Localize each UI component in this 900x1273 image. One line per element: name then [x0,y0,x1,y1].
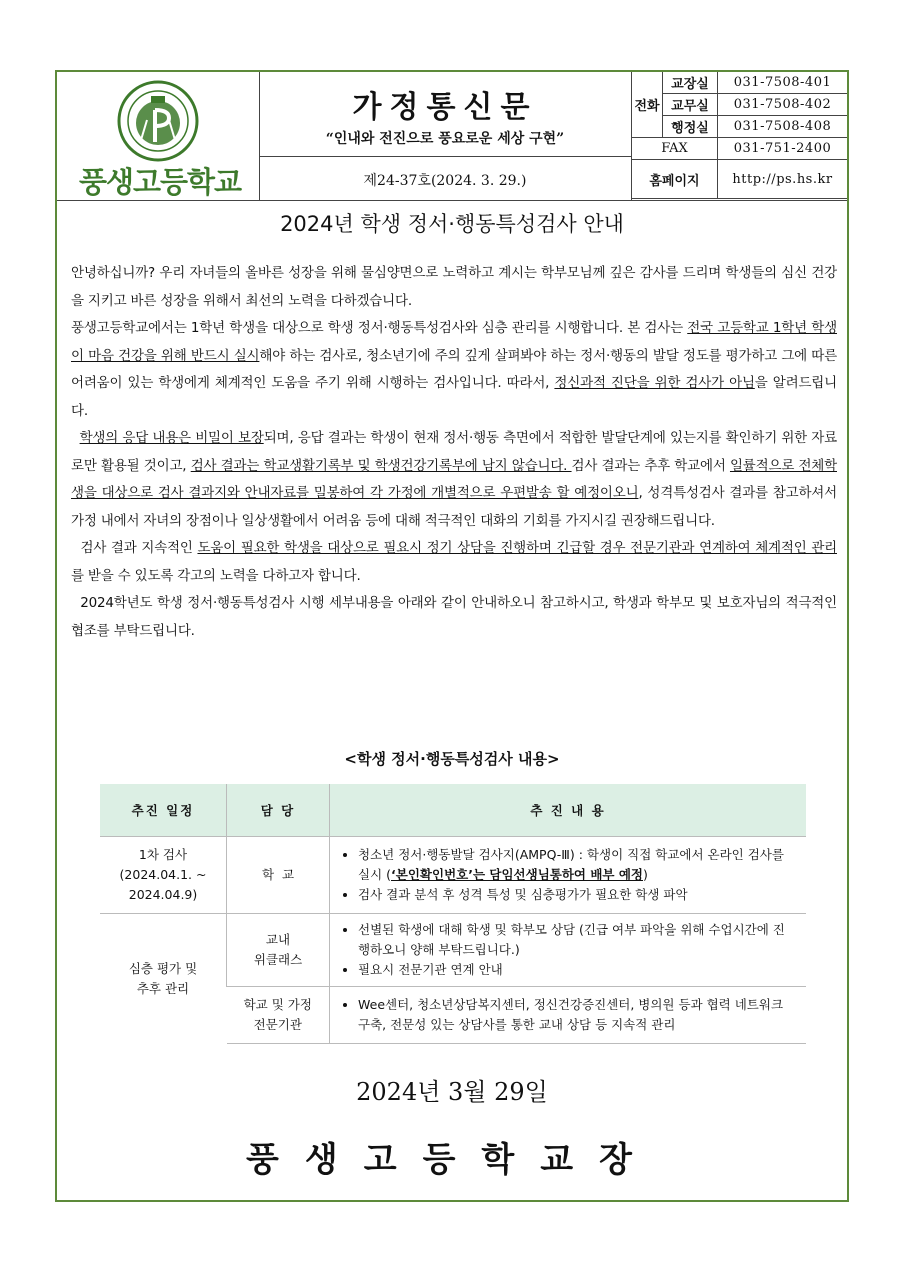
contact-value: 031-7508-401 [718,72,848,94]
phone-label: 전화 [632,72,663,138]
fax-label: FAX [632,138,718,160]
text: 해야 하는 검사로, 청소년기에 주의 깊게 살펴봐야 하는 정서·행동의 발달 정도를 평가하고 그에 따른 어려움이 있는 학생에게 체계적인 도움을 주기 위해 시행하는 검사입니다. 따라서, [71,347,837,391]
cell-text: 추후 관리 [136,980,190,996]
paragraph [71,315,837,425]
cell-text: 심층 평가 및 [128,960,198,976]
text: ) [643,867,648,882]
underlined-text: 전국 고등학교 1학년 학생이 마음 건강을 위해 반드시 실시 [71,320,837,364]
letter-body [71,260,842,645]
text: 되며, 응답 결과는 학생이 현재 정서·행동 측면에서 적합한 발달단계에 있는지를 확인하기 위한 자료로만 활용될 것이고, [71,430,837,474]
list-item: • 검사 결과 분석 후 성격 특성 및 심층평가가 필요한 학생 파악 [358,885,796,905]
cell-text: 학교 및 가정 [243,997,312,1012]
school-emblem-icon [117,80,199,162]
text: 검사 결과는 추후 학교에서 [571,457,730,474]
school-name-logo: 풍생고등학교 [78,165,242,199]
homepage-link[interactable]: http://ps.hs.kr [718,160,848,199]
list-item: • 필요시 전문기관 연계 안내 [358,960,796,980]
contact-info [631,72,847,200]
indent [71,430,80,446]
contact-label: 행정실 [663,116,718,138]
list-item: • 선별된 학생에 대해 학생 및 학부모 상담 (긴급 여부 파악을 위해 수업시간에 진행하오니 양해 부탁드립니다.) [358,920,796,960]
table-row [100,837,806,914]
underlined-text: 일률적으로 전체학생을 대상으로 검사 결과지와 안내자료를 밀봉하여 각 가정에 개별적으로 우편발송 할 예정이오니 [71,457,837,501]
paragraph [71,425,837,535]
underlined-text: 정신과적 진단을 위한 검사가 아님 [554,375,755,391]
fax-value: 031-751-2400 [718,138,848,160]
cell-text: (2024.04.1. ~ [119,867,207,882]
text: , 성격특성검사 결과를 참고하셔서 가정 내에서 자녀의 장점이나 일상생활에서 어려움 등에 대해 적극적인 대화의 기회를 가지시길 권장해드립니다. [71,485,837,529]
column-header: 담 당 [227,784,330,837]
cell-text: 전문기관 [253,1017,302,1032]
schedule-cell [100,837,227,914]
column-header: 추 진 내 용 [330,784,807,837]
list-item [358,845,796,885]
section-title: <학생 정서·행동특성검사 내용> [344,750,560,768]
principal-signature: 풍생고등학교장 [246,1140,658,1180]
cell-text: 교내 [265,932,291,947]
page-title: 2024년 학생 정서·행동특성검사 안내 [280,212,624,236]
text: 풍생고등학교에서는 1학년 학생을 대상으로 학생 정서·행동특성검사와 심층 관리를 시행합니다. 본 검사는 [71,320,688,336]
contact-label: 교무실 [663,94,718,116]
paragraph [71,535,837,590]
school-motto: “인내와 전진으로 풍요로운 세상 구현” [325,131,565,147]
schedule-table [100,784,806,1044]
document-title: 가정통신문 [352,90,538,125]
content-cell [330,987,807,1044]
contact-value: 031-7508-402 [718,94,848,116]
text: 을 알려드립니다. [71,375,837,419]
cell-text: 1차 검사 [138,847,188,862]
contact-value: 031-7508-408 [718,116,848,138]
cell-text: 2024.04.9) [128,887,198,902]
content-cell [330,837,807,914]
title-area [259,72,632,200]
underlined-text: ‘본인확인번호’는 담임선생님통하여 배부 예정 [391,867,643,882]
cell-text: 위클래스 [253,952,303,967]
text: 검사 결과 지속적인 [71,540,198,556]
table-header-row [100,784,806,837]
list-item: • Wee센터, 청소년상담복지센터, 정신건강증진센터, 병의원 등과 협력 네트워크 구축, 전문성 있는 상담사를 통한 교내 상담 등 지속적 관리 [358,995,796,1035]
divider [259,156,631,157]
owner-cell: 학 교 [227,837,330,914]
homepage-label: 홈페이지 [632,160,718,199]
underlined-text: 학생의 응답 내용은 비밀이 보장 [79,430,264,446]
paragraph: 안녕하십니까? 우리 자녀들의 올바른 성장을 위해 물심양면으로 노력하고 계시는 학부모님께 깊은 감사를 드리며 학생들의 심신 건강을 지키고 바른 성장을 위해서 최선의 노력을 다하겠습니다. [71,265,837,309]
issue-number: 제24-37호(2024. 3. 29.) [363,173,527,189]
underlined-text: 검사 결과는 학교생활기록부 및 학생건강기록부에 남지 않습니다. [190,457,572,474]
text: 청소년 정서·행동발달 검사지(AMPQ-Ⅲ) : 학생이 직접 학교에서 온라인 검사를 실시 ( [358,847,784,882]
text: 를 받을 수 있도록 각고의 노력을 다하고자 합니다. [71,567,361,584]
owner-cell [227,914,330,987]
schedule-cell [100,914,227,1044]
paragraph: 2024학년도 학생 정서·행동특성검사 시행 세부내용을 아래와 같이 안내하오니 참고하시고, 학생과 학부모 및 보호자님의 적극적인 협조를 부탁드립니다. [71,595,842,639]
letter-header [57,72,847,201]
column-header: 추진 일정 [100,784,227,837]
contact-label: 교장실 [663,72,718,94]
content-cell [330,914,807,987]
document-frame [55,70,849,1202]
issue-date: 2024년 3월 29일 [356,1078,548,1106]
underlined-text: 도움이 필요한 학생을 대상으로 필요시 정기 상담을 진행하며 긴급할 경우 전문기관과 연계하여 체계적인 관리 [197,540,837,556]
school-logo-area [57,72,260,200]
owner-cell [227,987,330,1044]
table-row [100,914,806,987]
